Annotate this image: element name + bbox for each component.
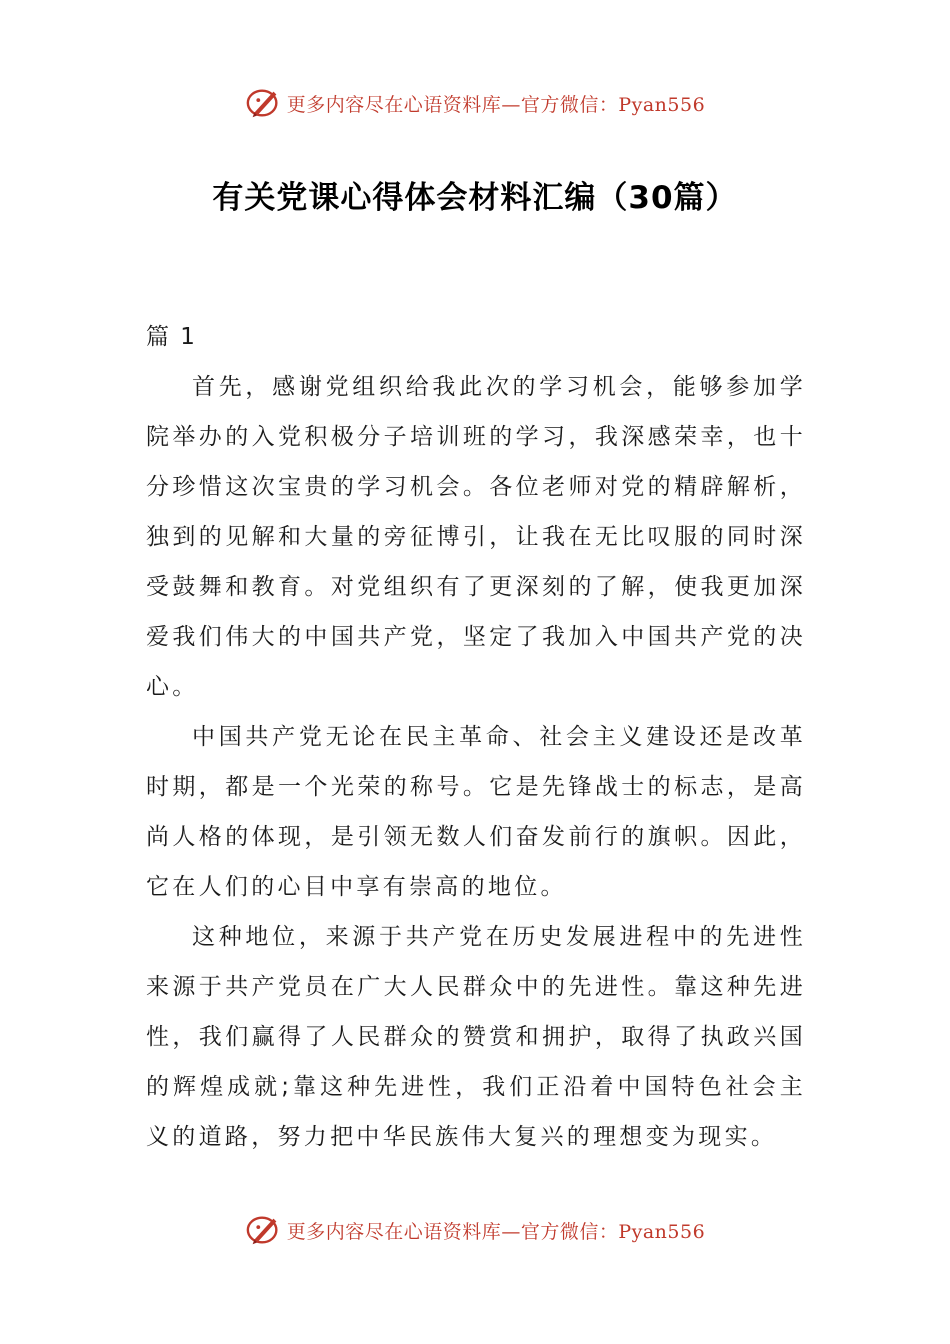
document-body xyxy=(146,312,806,1162)
paragraph: 这种地位，来源于共产党在历史发展进程中的先进性来源于共产党员在广大人民群众中的先进性。靠这种先进性，我们赢得了人民群众的赞赏和拥护，取得了执政兴国的辉煌成就;靠这种先进性，我们正沿着中国特色社会主义的道路，努力把中华民族伟大复兴的理想变为现实。 xyxy=(146,924,806,1150)
footer-banner xyxy=(0,1210,950,1250)
section-label: 篇 1 xyxy=(146,324,197,350)
pen-logo-icon xyxy=(245,84,283,122)
paragraph: 中国共产党无论在民主革命、社会主义建设还是改革时期，都是一个光荣的称号。它是先锋战士的标志，是高尚人格的体现，是引领无数人们奋发前行的旗帜。因此，它在人们的心目中享有崇高的地位。 xyxy=(146,724,806,900)
paragraph: 首先，感谢党组织给我此次的学习机会，能够参加学院举办的入党积极分子培训班的学习，我深感荣幸，也十分珍惜这次宝贵的学习机会。各位老师对党的精辟解析，独到的见解和大量的旁征博引，让我在无比叹服的同时深受鼓舞和教育。对党组织有了更深刻的了解，使我更加深爱我们伟大的中国共产党，坚定了我加入中国共产党的决心。 xyxy=(146,374,806,700)
document-title: 有关党课心得体会材料汇编（30篇） xyxy=(212,180,738,216)
header-banner-text: 更多内容尽在心语资料库—官方微信：Pyan556 xyxy=(286,93,706,116)
header-banner xyxy=(0,83,950,123)
footer-banner-text: 更多内容尽在心语资料库—官方微信：Pyan556 xyxy=(286,1220,706,1243)
pen-logo-icon xyxy=(245,1211,283,1249)
